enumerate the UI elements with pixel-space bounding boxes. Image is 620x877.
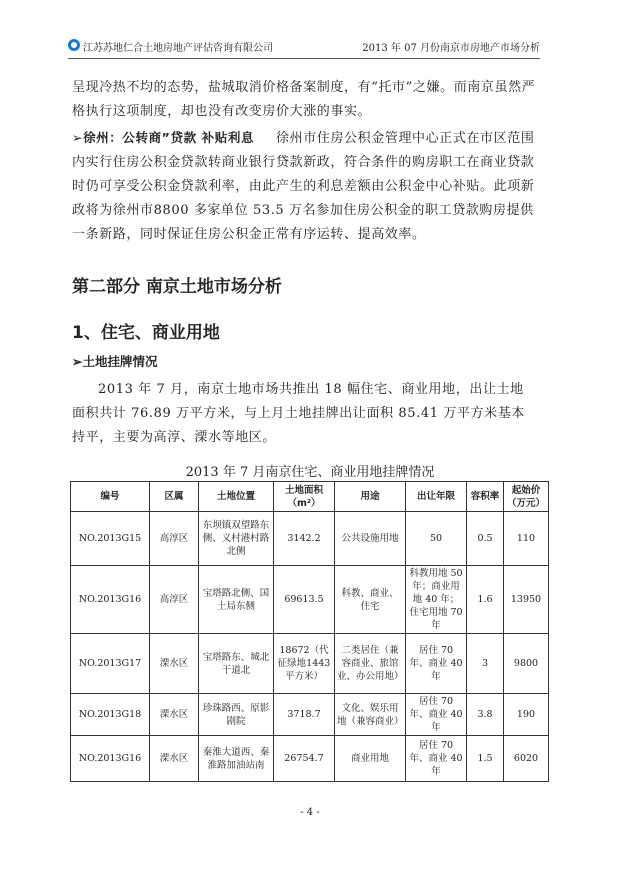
header-id: 编号	[71, 482, 150, 512]
header-district: 区属	[150, 482, 199, 512]
cell-price: 6020	[504, 736, 549, 782]
cell-term: 50	[406, 512, 467, 566]
cell-usage: 公共设施用地	[335, 512, 406, 566]
cell-district: 溧水区	[150, 736, 199, 782]
xuzhou-body: 徐州市住房公积金管理中心正式在市区范围内实行住房公积金贷款转商业银行贷款新政，符合条件的购房职工在商业贷款时仍可享受公积金贷款利率，由此产生的利息差额由公积金中心补贴。此项新政将为徐州市8800 多家单位 53.5 万名参加住房公积金的职工贷款购房提供一条新路，同时保证住房公积金正常有序运转、提高效率。	[72, 131, 535, 242]
cell-area: 3142.2	[274, 512, 335, 566]
cell-usage: 二类居住（兼容商业、旅馆业、办公用地）	[335, 634, 406, 694]
header-term: 出让年限	[406, 482, 467, 512]
cell-usage: 商业用地	[335, 736, 406, 782]
company-name: 江苏苏地仁合土地房地产评估咨询有限公司	[83, 43, 273, 54]
table-row	[71, 512, 549, 566]
paragraph-xuzhou	[72, 126, 537, 247]
subsection-title: 1、住宅、商业用地	[72, 323, 220, 343]
cell-district: 高淳区	[150, 566, 199, 634]
section-title: 第二部分 南京土地市场分析	[72, 277, 282, 297]
table-header-row	[71, 482, 549, 512]
cell-term: 居住 70 年、商业 40 年	[406, 736, 467, 782]
header-usage: 用途	[335, 482, 406, 512]
cell-term: 居住 70 年、商业 40 年	[406, 694, 467, 736]
table-row	[71, 566, 549, 634]
cell-area: 18672（代征绿地1443 平方米）	[274, 634, 335, 694]
header-area: 土地面积（m²）	[274, 482, 335, 512]
header-price: 起始价（万元）	[504, 482, 549, 512]
table-row	[71, 736, 549, 782]
cell-district: 溧水区	[150, 634, 199, 694]
cell-district: 溧水区	[150, 694, 199, 736]
xuzhou-heading: ➢徐州：公转商”贷款 补贴利息	[72, 130, 255, 145]
cell-area: 69613.5	[274, 566, 335, 634]
cell-price: 9800	[504, 634, 549, 694]
cell-id: NO.2013G16	[71, 736, 150, 782]
cell-price: 13950	[504, 566, 549, 634]
cell-term: 居住 70 年、商业 40 年	[406, 634, 467, 694]
header-location: 土地位置	[199, 482, 274, 512]
cell-price: 190	[504, 694, 549, 736]
cell-location: 宝塔路东、城北干道北	[199, 634, 274, 694]
company-logo-icon	[68, 39, 80, 51]
table-row	[71, 694, 549, 736]
cell-far: 1.5	[467, 736, 504, 782]
land-listing-table	[70, 481, 549, 782]
cell-term: 科教用地 50 年；商业用地 40 年；住宅用地 70 年	[406, 566, 467, 634]
cell-area: 26754.7	[274, 736, 335, 782]
cell-usage: 科教、商业、住宅	[335, 566, 406, 634]
cell-id: NO.2013G17	[71, 634, 150, 694]
table-row	[71, 634, 549, 694]
paragraph-price-record: 呈现冷热不均的态势，盐城取消价格备案制度，有“托市”之嫌。而南京虽然严格执行这项制度，却也没有改变房价大涨的事实。	[72, 80, 536, 119]
cell-far: 3.8	[467, 694, 504, 736]
cell-id: NO.2013G16	[71, 566, 150, 634]
cell-district: 高淳区	[150, 512, 199, 566]
cell-price: 110	[504, 512, 549, 566]
cell-id: NO.2013G15	[71, 512, 150, 566]
cell-far: 3	[467, 634, 504, 694]
paragraph-land-listing: 2013 年 7 月，南京土地市场共推出 18 幅住宅、商业用地，出让土地面积共计 76.89 万平方米，与上月土地挂牌出让面积 85.41 万平方米基本持平，主要为高淳、溧水等地区。	[72, 382, 525, 445]
subsubsection-title: ➢土地挂牌情况	[72, 354, 158, 369]
report-title: 2013 年 07 月份南京市房地产市场分析	[362, 43, 540, 54]
page-number: - 4 -	[300, 807, 320, 818]
table-title: 2013 年 7 月南京住宅、商业用地挂牌情况	[185, 465, 435, 480]
cell-far: 0.5	[467, 512, 504, 566]
cell-location: 东坝镇双望路东侧、义村港村路北侧	[199, 512, 274, 566]
cell-location: 珍珠路西、原影剧院	[199, 694, 274, 736]
cell-location: 秦淮大道西、秦淮路加油站南	[199, 736, 274, 782]
cell-far: 1.6	[467, 566, 504, 634]
cell-area: 3718.7	[274, 694, 335, 736]
cell-id: NO.2013G18	[71, 694, 150, 736]
cell-usage: 文化、娱乐用地（兼容商业）	[335, 694, 406, 736]
header-far: 容积率	[467, 482, 504, 512]
cell-location: 宝塔路北侧、国土局东侧	[199, 566, 274, 634]
page-header	[68, 36, 540, 59]
